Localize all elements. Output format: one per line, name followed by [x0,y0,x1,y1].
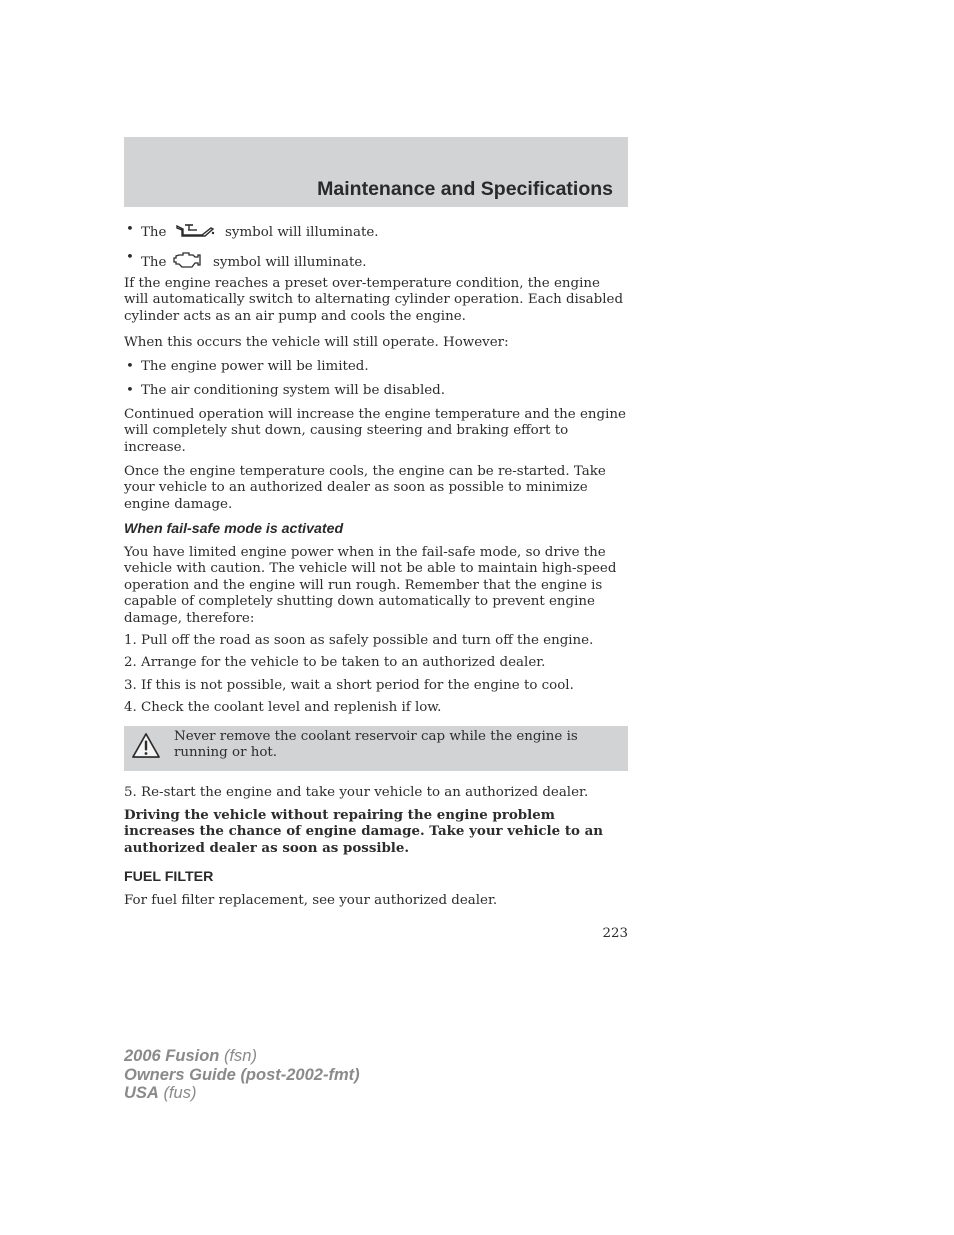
bullet-dot: • [126,250,134,265]
paragraph-fuel-filter: For fuel filter replacement, see your authorized dealer. [124,893,498,908]
bullet-suffix: symbol will illuminate. [225,225,379,241]
step-5: 5. Re-start the engine and take your vehicle to an authorized dealer. [124,785,589,800]
bullet-dot: • [126,383,134,398]
warning-callout [124,726,628,771]
paragraph-still-operate: When this occurs the vehicle will still operate. However: [124,335,509,350]
bullet-dot: • [126,222,134,237]
step-4: 4. Check the coolant level and replenish if low. [124,700,442,715]
bullet-suffix: symbol will illuminate. [213,255,367,271]
footer-line-3: USA (fus) [124,1084,197,1102]
step-2: 2. Arrange for the vehicle to be taken to an authorized dealer. [124,655,546,670]
section-heading-fuel-filter: FUEL FILTER [124,869,214,885]
header-band [124,137,628,207]
warning-triangle-icon [131,732,161,764]
bold-warning-paragraph: Driving the vehicle without repairing the engine problem increases the chance of engine damage. Take your vehicle to an authorized dealer as soon as possible. [124,807,604,856]
page-number: 223 [602,926,628,941]
oil-can-icon [175,222,215,243]
paragraph-overtemp: If the engine reaches a preset over-temperature condition, the engine will automatically switch to alternating cylinder operation. Each disabled cylinder acts as an air pump and cools the engine. [124,276,624,324]
section-title: Maintenance and Specifications [317,178,613,200]
paragraph-once-cools: Once the engine temperature cools, the engine can be re-started. Take your vehicle to an authorized dealer as soon as possible to minimize engine damage. [124,464,606,512]
bullet-dot: • [126,359,134,374]
paragraph-continued: Continued operation will increase the engine temperature and the engine will completely shut down, causing steering and braking effort to increase. [124,407,626,455]
step-1: 1. Pull off the road as soon as safely possible and turn off the engine. [124,633,594,648]
subheading-failsafe: When fail-safe mode is activated [124,521,344,537]
paragraph-failsafe: You have limited engine power when in the fail-safe mode, so drive the vehicle with caution. The vehicle will not be able to maintain high-speed operation and the engine will run rough. Remember that the engine is capable of completely shutting down automatically to prevent engine damage, therefore: [124,545,617,626]
footer-line-2: Owners Guide (post-2002-fmt) [124,1065,360,1084]
bullet-prefix: The [141,225,167,241]
footer-line-1: 2006 Fusion (fsn) [124,1047,257,1065]
warning-text: Never remove the coolant reservoir cap while the engine is running or hot. [174,729,578,761]
step-3: 3. If this is not possible, wait a short period for the engine to cool. [124,678,574,693]
document-footer [124,1047,360,1103]
bullet-prefix: The [141,255,167,271]
check-engine-icon [173,250,203,275]
